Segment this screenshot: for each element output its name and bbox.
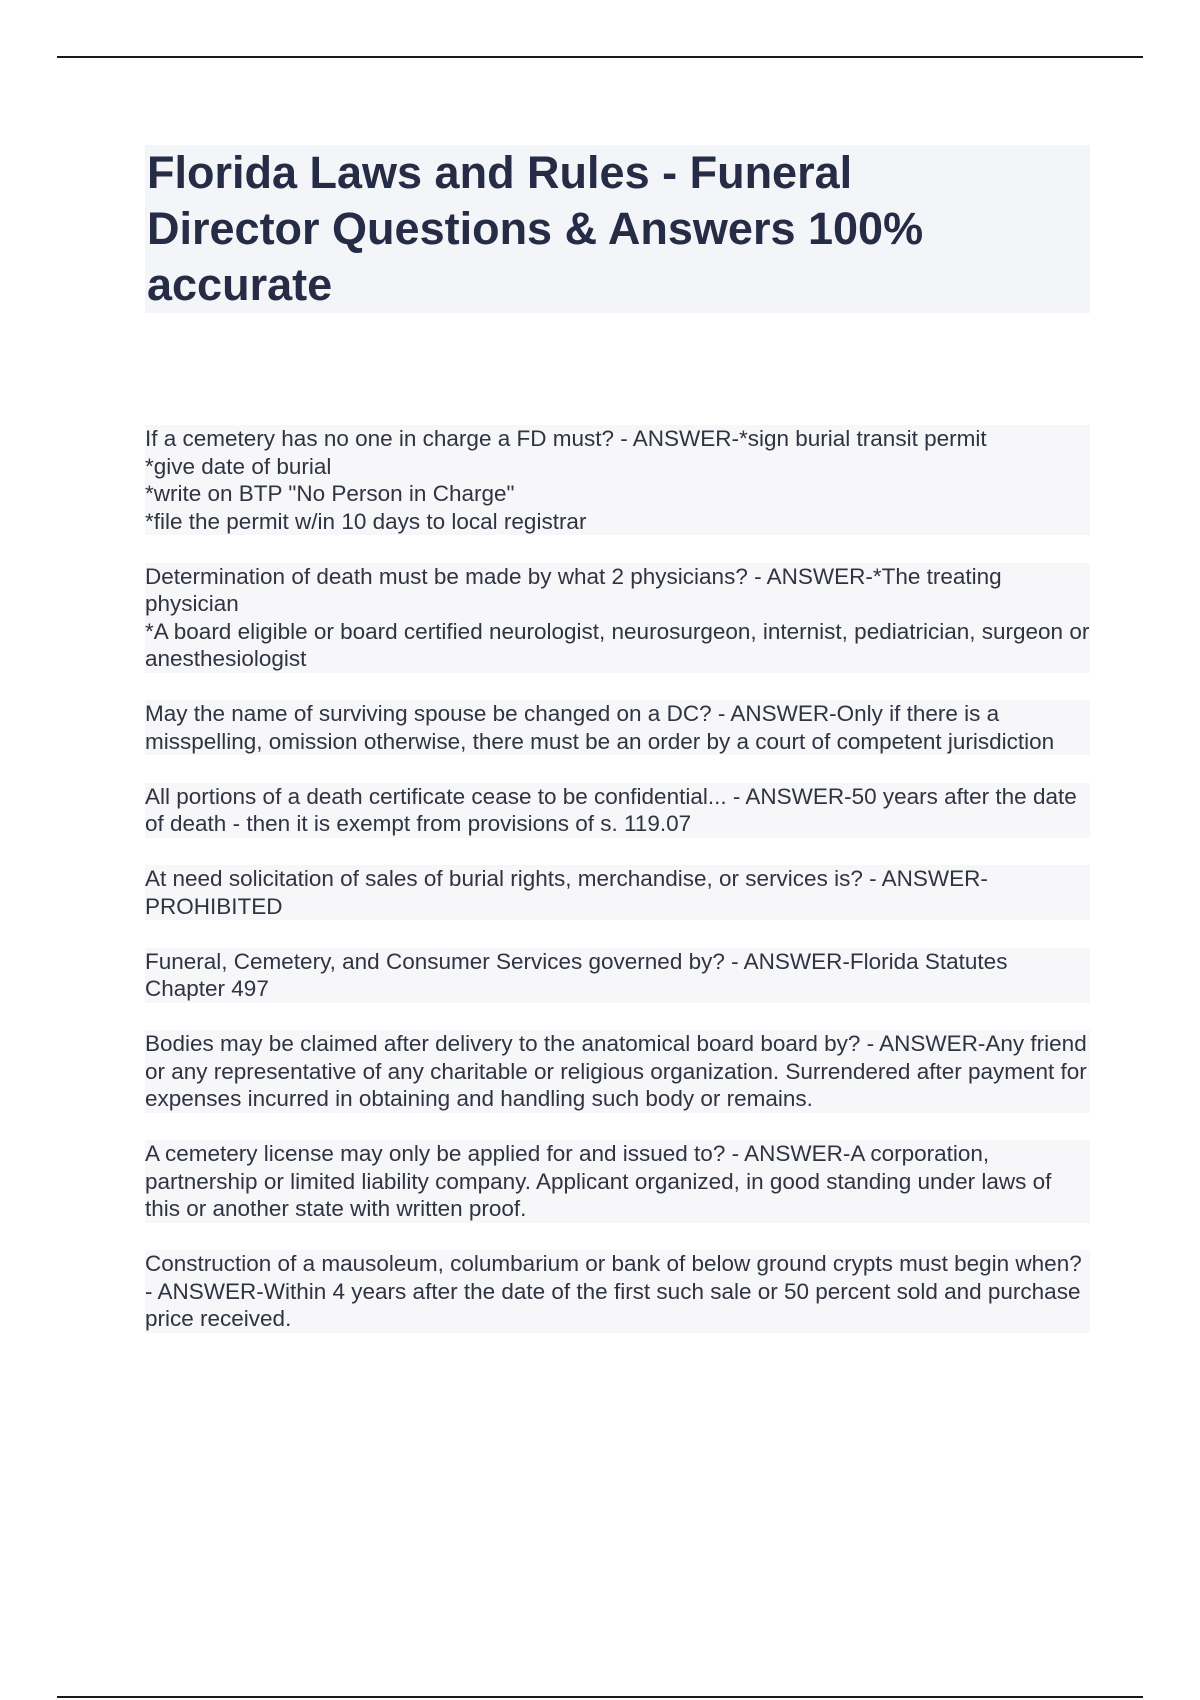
title-block [145,145,1090,313]
document-title: Florida Laws and Rules - Funeral Director Questions & Answers 100% accurate [147,147,924,310]
top-divider [57,56,1143,58]
qa-item: Determination of death must be made by what 2 physicians? - ANSWER-*The treating physician *A board eligible or board certified neurologist, neurosurgeon, internist, pediatrician, surgeon or anesthesiologist [145,563,1090,671]
qa-item: A cemetery license may only be applied for and issued to? - ANSWER-A corporation, partnership or limited liability company. Applicant organized, in good standing under laws of this or another state with written proof. [145,1140,1090,1223]
qa-item: All portions of a death certificate cease to be confidential... - ANSWER-50 years after the date of death - then it is exempt from provisions of s. 119.07 [145,783,1090,838]
qa-item: If a cemetery has no one in charge a FD must? - ANSWER-*sign burial transit permit *give date of burial *write on BTP "No Person in Charge" *file the permit w/in 10 days to local registrar [145,425,1090,535]
qa-item: At need solicitation of sales of burial rights, merchandise, or services is? - ANSWER-PROHIBITED [145,865,1090,920]
qa-item: Bodies may be claimed after delivery to the anatomical board board by? - ANSWER-Any friend or any representative of any charitable or religious organization. Surrendered after payment for expenses incurred in obtaining and handling such body or remains. [145,1030,1090,1113]
bottom-divider [57,1696,1143,1698]
qa-item: Funeral, Cemetery, and Consumer Services governed by? - ANSWER-Florida Statutes Chapter 497 [145,948,1090,1003]
qa-item: Construction of a mausoleum, columbarium or bank of below ground crypts must begin when? - ANSWER-Within 4 years after the date of the first such sale or 50 percent sold and purchase price received. [145,1250,1090,1333]
qa-list [145,425,1090,1360]
qa-item: May the name of surviving spouse be changed on a DC? - ANSWER-Only if there is a misspelling, omission otherwise, there must be an order by a court of competent jurisdiction [145,700,1090,755]
